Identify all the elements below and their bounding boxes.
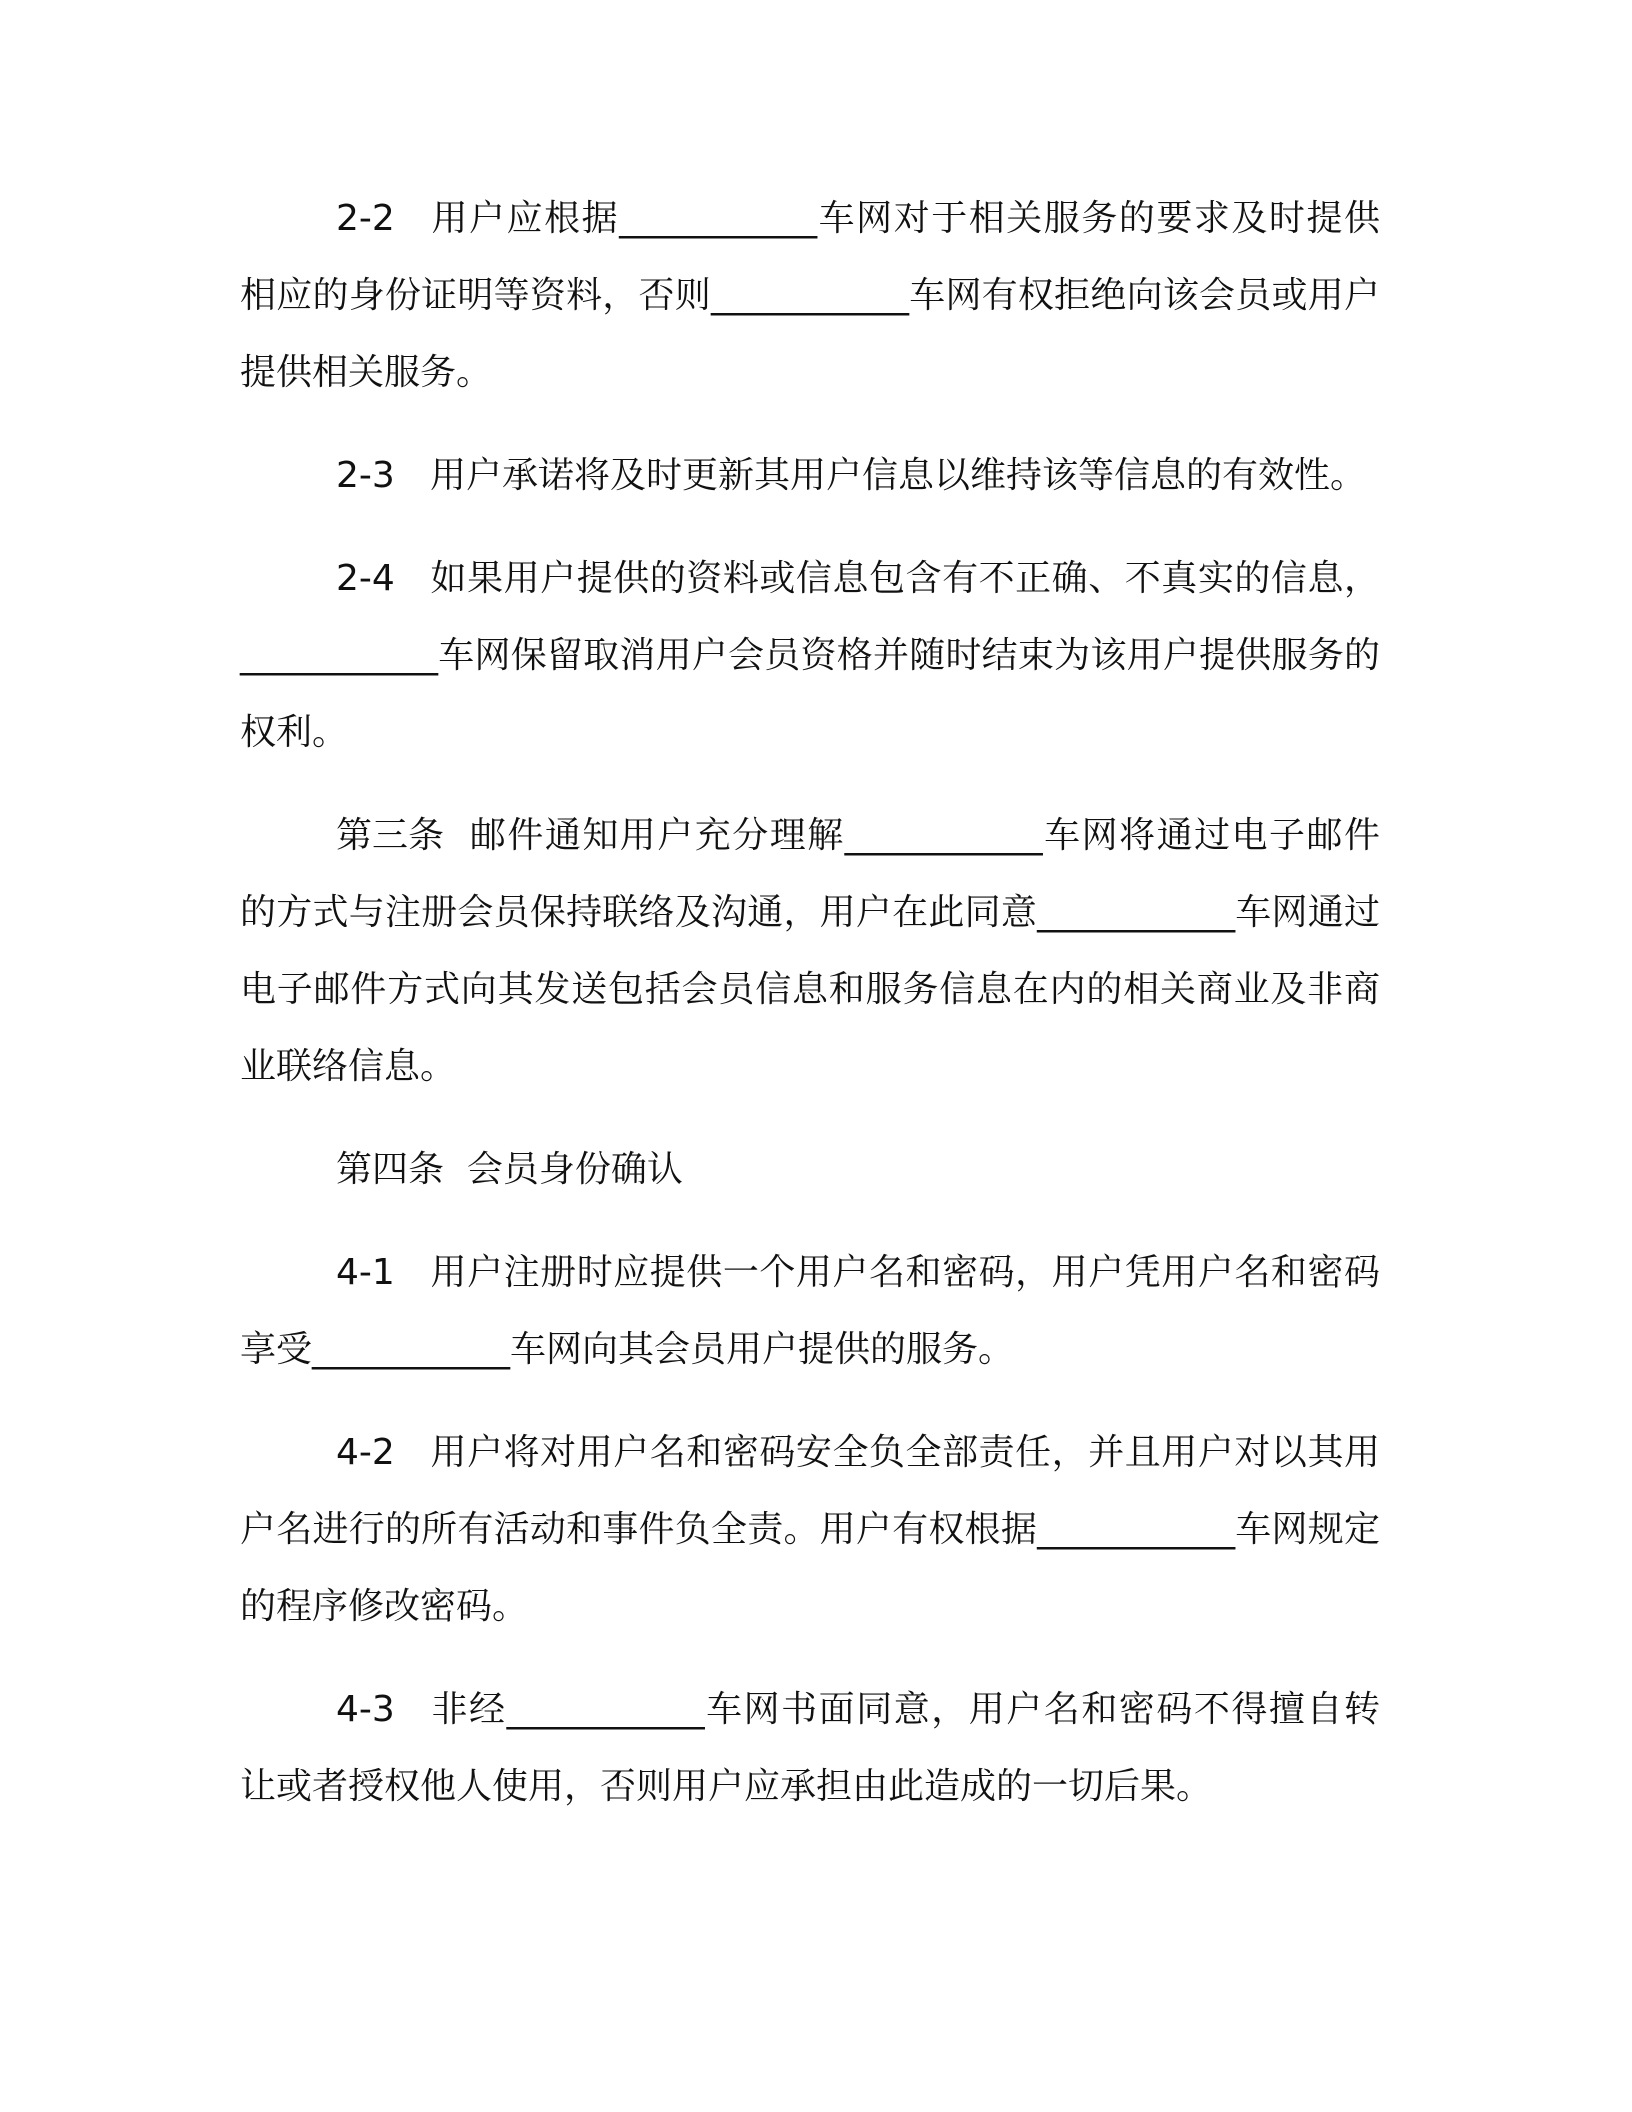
clause-text: 车网规定的程序修改密码。 — [240, 1509, 1380, 1627]
clause-text: 用户将对用户名和密码安全负全部责任，并且用户对以其用户名进行的所有活动和事件负全责。用户有权根据 — [240, 1432, 1380, 1550]
fill-blank: ___________ — [1037, 892, 1236, 933]
clause-text: 邮件通知用户充分理解 — [469, 815, 845, 856]
clause-4-3 — [240, 1671, 1380, 1825]
clause-text: 用户注册时应提供一个用户名和密码，用户凭用户名和密码享受 — [240, 1252, 1380, 1370]
clause-text: 车网保留取消用户会员资格并随时结束为该用户提供服务的权利。 — [240, 635, 1380, 753]
fill-blank: ___________ — [710, 275, 909, 316]
article-title: 会员身份确认 — [466, 1149, 683, 1190]
clause-4-2 — [240, 1414, 1380, 1645]
clause-2-2 — [240, 180, 1380, 411]
clause-text: 车网书面同意，用户名和密码不得擅自转让或者授权他人使用，否则用户应承担由此造成的一切后果。 — [240, 1689, 1380, 1807]
article-4-heading — [240, 1131, 1380, 1208]
article-number: 第三条 — [336, 815, 445, 856]
fill-blank: ___________ — [844, 815, 1043, 856]
document-page — [240, 180, 1380, 1851]
clause-number: 2-3 — [336, 455, 395, 496]
fill-blank: ___________ — [619, 198, 818, 239]
clause-text: 用户应根据 — [430, 198, 620, 239]
fill-blank: ___________ — [240, 635, 438, 676]
clause-text: 如果用户提供的资料或信息包含有不正确、不真实的信息， — [430, 558, 1380, 599]
article-3 — [240, 797, 1380, 1105]
fill-blank: ___________ — [1037, 1509, 1236, 1550]
clause-text: 用户承诺将及时更新其用户信息以维持该等信息的有效性。 — [430, 455, 1367, 496]
clause-text: 非经 — [430, 1689, 507, 1730]
clause-number: 2-2 — [336, 198, 395, 239]
clause-number: 2-4 — [336, 558, 395, 599]
clause-text: 车网通过电子邮件方式向其发送包括会员信息和服务信息在内的相关商业及非商业联络信息。 — [240, 892, 1380, 1087]
clause-number: 4-3 — [336, 1689, 395, 1730]
clause-text: 车网将通过电子邮件的方式与注册会员保持联络及沟通，用户在此同意 — [240, 815, 1380, 933]
fill-blank: ___________ — [506, 1689, 705, 1730]
article-number: 第四条 — [336, 1149, 445, 1190]
clause-text: 车网有权拒绝向该会员或用户提供相关服务。 — [240, 275, 1380, 393]
clause-number: 4-2 — [336, 1432, 395, 1473]
fill-blank: ___________ — [312, 1329, 511, 1370]
clause-text: 车网向其会员用户提供的服务。 — [510, 1329, 1015, 1370]
clause-2-3 — [240, 437, 1380, 514]
clause-2-4 — [240, 540, 1380, 771]
clause-4-1 — [240, 1234, 1380, 1388]
clause-text: 车网对于相关服务的要求及时提供相应的身份证明等资料，否则 — [240, 198, 1380, 316]
clause-number: 4-1 — [336, 1252, 395, 1293]
